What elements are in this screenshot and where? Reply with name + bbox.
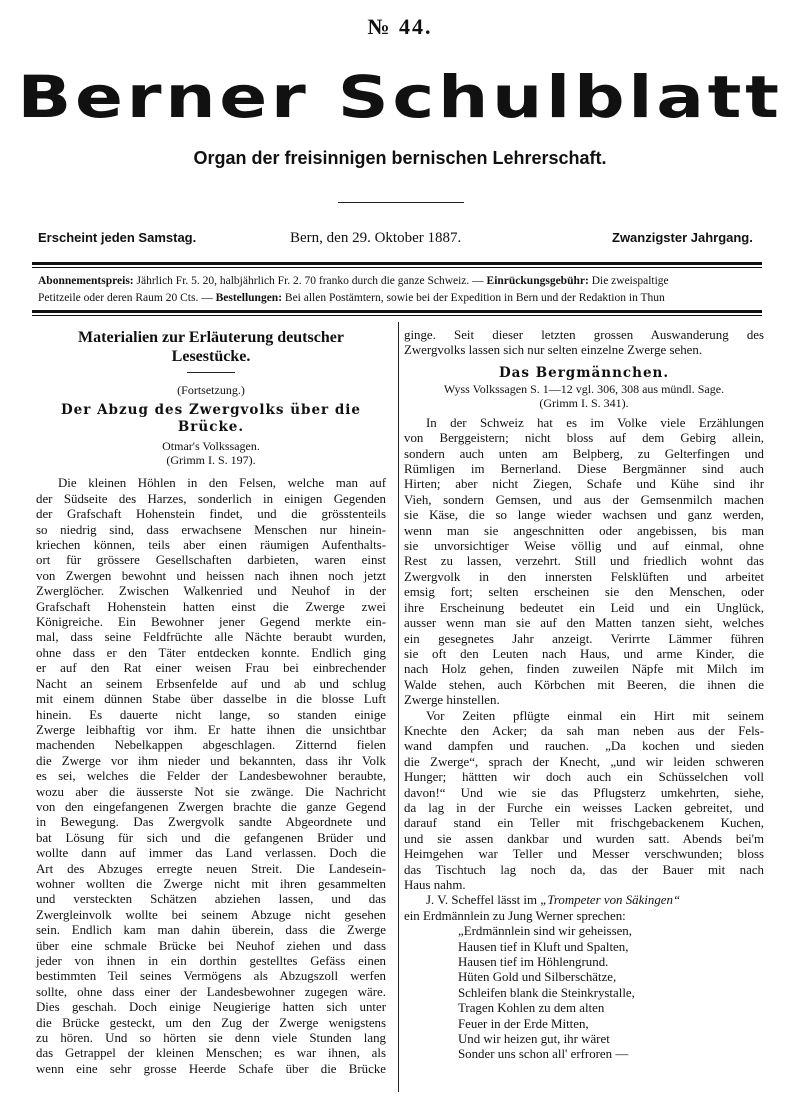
- right-column: [404, 328, 764, 1063]
- text-line: das Tischtuch lag noch da, das der Bauer mit nach: [404, 862, 764, 877]
- quoted-title: „Trompeter von Säkingen“: [540, 893, 681, 908]
- text-line: da lag in der Furche ein weisses Lacken gebreitet, und: [404, 800, 764, 815]
- section-title: Das Bergmännchen.: [498, 364, 670, 381]
- volume-year: Zwanzigster Jahrgang.: [612, 230, 753, 245]
- article-body-continued: [404, 328, 764, 359]
- text-line: Knechte den Acker; da sah man neben aus der Fels-: [404, 723, 764, 738]
- text-line: so niedrig sind, dass erwachsene Menschen nur hinein-: [36, 522, 386, 537]
- source-line: (Grimm I. S. 197).: [166, 453, 256, 468]
- text-line: von den eingefangenen Zwergen brachte die ganze Gegend: [36, 799, 386, 814]
- text-line: die Zwerge“, sprach der Knecht, „und wir leiden schweren: [404, 754, 764, 769]
- text-line: Grafschaft Hohenstein hatten einst die Zwerge zwei: [36, 599, 386, 614]
- subscription-text: Jährlich Fr. 5. 20, halbjährlich Fr. 2. 70 franko durch die ganze Schweiz. —: [133, 275, 487, 287]
- poem-line: Feuer in der Erde Mitten,: [458, 1016, 589, 1031]
- poem-line: Hausen tief in Kluft und Spalten,: [458, 939, 629, 954]
- text-fragment: J. V. Scheffel lässt im: [426, 893, 541, 908]
- poem-line: Hausen tief im Höhlengrund.: [458, 955, 609, 970]
- text-line: von Berggeistern; nicht bloss auf dem Gebirg allein,: [404, 431, 764, 446]
- text-line: Zwergleinvolk wollte bei seinem Abzuge nicht gesehen: [36, 907, 386, 922]
- divider: [32, 262, 762, 265]
- divider: [32, 267, 762, 268]
- text-line: ein gesegnetes Jahr anzeigt. Verirrte Lämmer führen: [404, 631, 764, 646]
- text-line: bestimmten Teil seines Vermögens als Abzugszoll werfen: [36, 969, 386, 984]
- text-line: ihre Erscheinung bedeutet ein Leid und ein Unglück,: [404, 600, 764, 615]
- source-citation: [36, 439, 386, 467]
- text-line: es sei, welches die Felder der Landesbewohner beraubte,: [36, 769, 386, 784]
- text-line: davon!“ Und wie sie das Pflugsterz umkehrten, siehe,: [404, 785, 764, 800]
- text-line: die Zwerge vor ihm nieder und bekannten, dass ihr Volk: [36, 753, 386, 768]
- text-line: ohne dass er den Täter entdecken konnte. Endlich ging: [36, 645, 386, 660]
- orders-label: Bestellungen:: [215, 292, 283, 304]
- article-heading-line: Materialien zur Erläuterung deutscher: [78, 329, 344, 346]
- publication-frequency: Erscheint jeden Samstag.: [38, 230, 197, 245]
- text-line: der Südseite des Harzes, sonderlich in einigen Gegenden: [36, 491, 386, 506]
- orders-text: Bei allen Postämtern, sowie bei der Expedition in Bern und der Redaktion in Thun: [282, 292, 665, 304]
- source-line: (Grimm I. S. 341).: [539, 395, 629, 410]
- text-line: er auf den Rat einer weisen Frau bei einbrechender: [36, 661, 386, 676]
- text-line: das Getrappel der kleinen Menschen; es war ihnen, als: [36, 1046, 386, 1061]
- text-line: ein Erdmännlein zu Jung Werner sprechen:: [404, 908, 626, 923]
- column-divider: [398, 322, 399, 1092]
- text-line: sie unvorsichtiger Weise völlig und auf einmal, ohne: [404, 539, 764, 554]
- text-line: ort für grössere Gesellschaften darbieten, waren einst: [36, 553, 386, 568]
- text-line: emsig fort; selten erscheinen sie den Menschen, oder: [404, 585, 764, 600]
- text-line: Hunger; hättten wir doch auch ein Schüsselchen voll: [404, 770, 764, 785]
- text-line: mal, dass seine Feldfrüchte alle Nächte beraubt wurden,: [36, 630, 386, 645]
- text-line: nach Holz gehen, finden zuweilen Näpfe mit Milch im: [404, 662, 764, 677]
- text-line: wenn eine sehr grosse Heerde Schafe über die Brücke: [36, 1061, 386, 1076]
- paragraph: [404, 416, 764, 709]
- paragraph: [404, 709, 764, 894]
- text-line: Rest zu lassen, verzehrt. Still und friedlich wohnt das: [404, 554, 764, 569]
- text-line: Zwerge leibhaftig vor ihm. Er hatte ihnen die unsichtbar: [36, 722, 386, 737]
- poem-line: Schleifen blank die Steinkrystalle,: [458, 985, 635, 1000]
- source-line: Wyss Volkssagen S. 1—12 vgl. 306, 308 aus mündl. Sage.: [443, 381, 725, 396]
- text-line: zu hören. Und so hörten sie denn viele Stunden lang: [36, 1031, 386, 1046]
- text-line: ausser wenn man sie auf den Matten tanzen sieht, welches: [404, 616, 764, 631]
- text-line: Walde stehen, auch Körbchen mit Beeren, die ihnen die: [404, 677, 764, 692]
- text-line: [404, 893, 764, 908]
- text-line: sondern auch unten am Belpberg, zu Gelterfingen und: [404, 446, 764, 461]
- divider: [32, 315, 762, 316]
- left-column: [36, 328, 386, 1077]
- text-line: sollte, ohne dass einer der Landesbewohner zugegen wäre.: [36, 984, 386, 999]
- text-line: Rümligen im Bernerland. Diese Bergmänner sind auch: [404, 462, 764, 477]
- insertion-fee-label: Einrückungsgebühr:: [486, 275, 589, 287]
- section-title-line: Brücke.: [177, 419, 245, 436]
- insertion-fee-text-cont: Petitzeile oder deren Raum 20 Cts. —: [38, 292, 216, 304]
- text-line: Heimgehen war Teller und Messer verschwunden; bloss: [404, 847, 764, 862]
- text-line: Zwergvolk in den innersten Felsklüften und arbeitet: [404, 569, 764, 584]
- text-line: Zwergvolks lassen sich nur selten einzelne Zwerge sehen.: [404, 343, 703, 358]
- text-line: sie Käse, die so lange wieder wachsen und ganz werden,: [404, 508, 764, 523]
- text-line: wozu aber die äusserste Not sie zwänge. Die Nachricht: [36, 784, 386, 799]
- poem: [458, 924, 764, 1063]
- poem-line: Tragen Kohlen zu dem alten: [458, 1001, 605, 1016]
- text-line: die Brücke gesteckt, um den Zug der Zwerge wenigstens: [36, 1015, 386, 1030]
- divider: [338, 202, 464, 203]
- section-title: [36, 402, 386, 436]
- source-citation: [404, 382, 764, 410]
- subscription-info: [38, 273, 760, 307]
- text-line: jeder von ihnen in ein dorthin gestelltes Gefäss einen: [36, 954, 386, 968]
- source-line: Otmar's Volkssagen.: [162, 439, 260, 454]
- poem-line: Hüten Gold und Silberschätze,: [458, 970, 617, 985]
- issue-number: № 44.: [367, 14, 433, 39]
- poem-line: „Erdmännlein sind wir geheissen,: [458, 924, 632, 939]
- text-line: Nacht an seinem Erbsenfelde auf und ab und schlug: [36, 676, 386, 691]
- text-line: bat Lösung für sich und die gefangenen Brüder und: [36, 830, 386, 845]
- text-line: Dies geschah. Doch einige Neugierige hatten sich unter: [36, 1000, 386, 1015]
- text-line: ginge. Seit dieser letzten grossen Auswanderung des: [404, 328, 764, 342]
- text-line: Vor Zeiten pflügte einmal ein Hirt mit seinem: [426, 708, 764, 723]
- text-line: In der Schweiz hat es im Volke viele Erzählungen: [426, 415, 764, 430]
- paragraph: [404, 893, 764, 924]
- masthead-subtitle: Organ der freisinnigen bernischen Lehrerschaft.: [193, 148, 607, 168]
- section-title-line: Der Abzug des Zwergvolks über die: [60, 402, 362, 419]
- text-line: wenn man sie angeschnitten oder angebissen, bis man: [404, 523, 764, 538]
- text-line: Die kleinen Höhlen in den Felsen, welche man auf: [58, 476, 386, 491]
- text-line: und sie assen dankbar und wurden satt. Abends bei'm: [404, 831, 764, 846]
- article-heading-line: Lesestücke.: [171, 348, 251, 365]
- insertion-fee-text: Die zweispaltige: [588, 275, 669, 287]
- issue-date: Bern, den 29. Oktober 1887.: [290, 230, 462, 246]
- text-line: mit einem dünnen Stabe über dasselbe in die blosse Luft: [36, 692, 386, 707]
- text-line: wollte dann auf immer das Land verlassen. Doch die: [36, 846, 386, 861]
- text-line: Königreiche. Ein Bewohner jener Gegend merkte ein-: [36, 615, 386, 630]
- text-line: in Bewegung. Das Zwergvolk sandte Abgeordnete und: [36, 815, 386, 830]
- text-line: Zwerge hinstellen.: [404, 693, 500, 708]
- article-body: [36, 476, 386, 1077]
- text-line: wohner wollten die Zwerge nicht mit ihren gesammelten: [36, 876, 386, 891]
- poem-line: Und wir heizen gut, ihr wäret: [458, 1032, 610, 1047]
- text-line: kriechen können, teils aber einen räumigen Aufenthalts-: [36, 538, 386, 553]
- article-heading: [36, 328, 386, 366]
- text-line: und versteckten Schätzen abziehen lassen, und das: [36, 892, 386, 907]
- text-line: sein. Endlich kam man dahin überein, dass die Zwerge: [36, 923, 386, 938]
- text-line: machenden Nebelkappen abgeschlagen. Zitternd fielen: [36, 738, 386, 753]
- text-line: darauf stand ein Teller mit frischgebackenem Kuchen,: [404, 816, 764, 831]
- text-line: Art des Abzuges erregte neuen Streit. Die Landesein-: [36, 861, 386, 876]
- text-line: über eine schmale Brücke bei Neuhof ziehen und dass: [36, 938, 386, 953]
- text-line: Hirten; aber nicht Ziegen, Schafe und Kühe sind ihr: [404, 477, 764, 492]
- masthead-title: Berner Schulblatt: [17, 63, 783, 131]
- text-line: von Zwergen bewohnt und heissen nach ihnen noch jetzt: [36, 568, 386, 583]
- text-line: Haus nahm.: [404, 878, 466, 892]
- continuation-note: (Fortsetzung.): [177, 383, 245, 397]
- text-line: hinein. Es dauerte nicht lange, so standen einige: [36, 707, 386, 722]
- subscription-label: Abonnementspreis:: [38, 275, 134, 287]
- divider: [187, 372, 235, 373]
- divider: [32, 310, 762, 313]
- poem-line: Sonder uns schon all' erfroren —: [458, 1047, 629, 1062]
- text-line: sie oft den Leuten nach Haus, und arme Kinder, die: [404, 646, 764, 661]
- text-line: der Grafschaft Hohenstein findet, und die grösstenteils: [36, 507, 386, 522]
- text-line: Vieh, sondern Gemsen, und aus der Gemsenmilch machen: [404, 492, 764, 507]
- text-line: wand dampfen und rauchen. „Da kochen und sieden: [404, 739, 764, 754]
- text-line: Zwerglöcher. Zwischen Walkenried und Neuhof in der: [36, 584, 386, 599]
